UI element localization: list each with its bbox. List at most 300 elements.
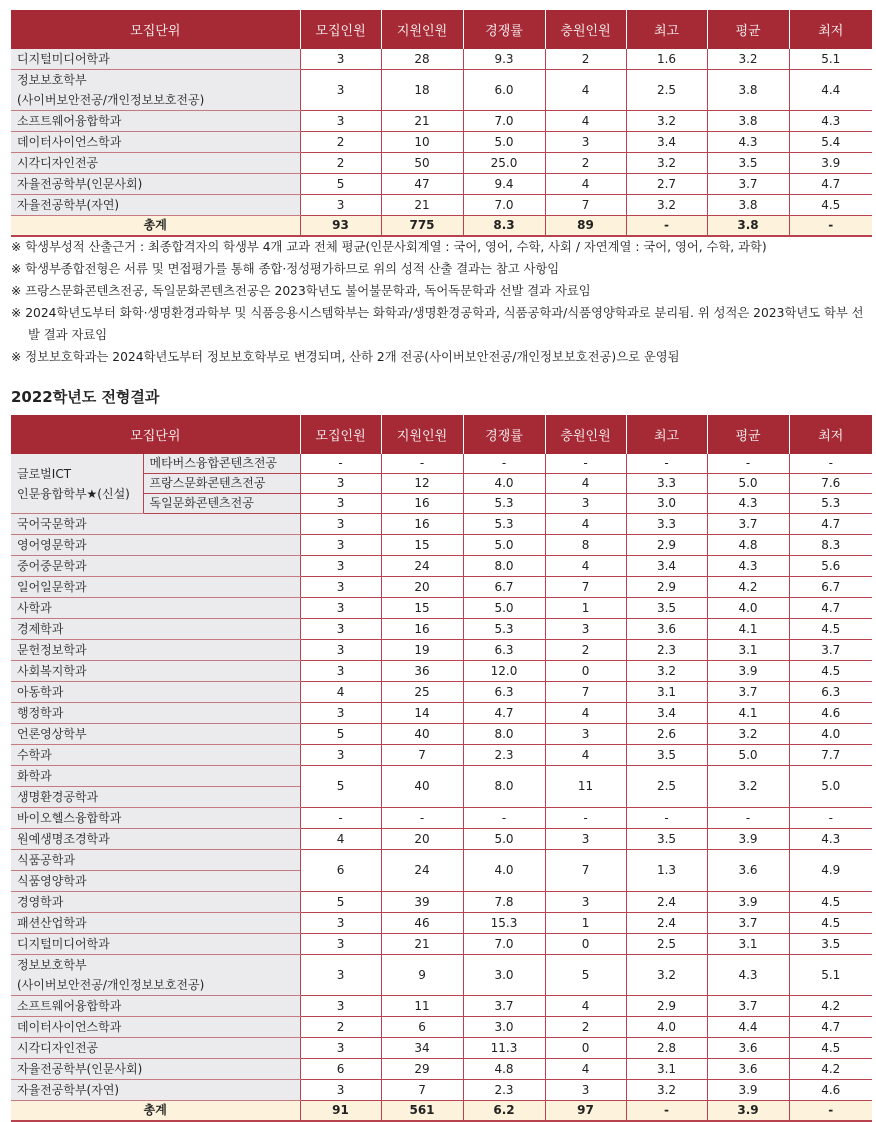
unit-name: (사이버보안전공/개인정보보호전공)	[17, 978, 205, 992]
value-cell: 3	[300, 619, 381, 640]
value-cell: 3	[545, 1080, 626, 1101]
value-cell: 3.8	[707, 111, 789, 132]
unit-name-cell	[11, 514, 300, 535]
value-cell: 4	[545, 703, 626, 724]
unit-name-cell	[11, 195, 300, 216]
value-cell: 7	[545, 195, 626, 216]
unit-name: 패션산업학과	[17, 916, 87, 930]
value-cell: 5.0	[707, 745, 789, 766]
value-cell: 4.5	[789, 195, 872, 216]
value-cell: 4.7	[463, 703, 545, 724]
value-cell: 4.3	[707, 132, 789, 153]
value-cell: 4.7	[789, 174, 872, 195]
value-cell: 91	[300, 1101, 381, 1122]
value-cell: 3.3	[626, 514, 707, 535]
value-cell: 3.5	[707, 153, 789, 174]
table-row	[11, 1080, 872, 1101]
value-cell: 5.0	[463, 829, 545, 850]
value-cell: 3	[300, 474, 381, 494]
value-cell: 3.2	[626, 111, 707, 132]
value-cell: 3	[300, 934, 381, 955]
value-cell: -	[789, 454, 872, 474]
value-cell: 4	[545, 474, 626, 494]
value-cell: 6.7	[463, 577, 545, 598]
value-cell: 5.4	[789, 132, 872, 153]
value-cell: 5.3	[789, 494, 872, 514]
value-cell: 3.7	[707, 913, 789, 934]
value-cell: 3.8	[707, 195, 789, 216]
unit-name: 일어일문학과	[17, 580, 87, 594]
value-cell: 9.4	[463, 174, 545, 195]
table-row	[11, 766, 872, 808]
unit-name-cell	[11, 724, 300, 745]
value-cell: 28	[381, 49, 463, 70]
value-cell: 20	[381, 829, 463, 850]
table-row	[11, 829, 872, 850]
value-cell: 8.0	[463, 724, 545, 745]
value-cell: 7.6	[789, 474, 872, 494]
value-cell: 2.5	[626, 70, 707, 111]
value-cell: 3	[545, 494, 626, 514]
unit-name: 문헌정보학과	[17, 643, 87, 657]
value-cell: -	[463, 454, 545, 474]
value-cell: 2.4	[626, 913, 707, 934]
value-cell: 3.8	[707, 70, 789, 111]
value-cell: 4.6	[789, 703, 872, 724]
value-cell: 3.7	[707, 996, 789, 1017]
value-cell: 3	[300, 577, 381, 598]
notes	[11, 236, 873, 368]
value-cell: 3.7	[789, 640, 872, 661]
unit-name-cell	[11, 153, 300, 174]
unit-name: 사회복지학과	[17, 664, 87, 678]
value-cell: 4.9	[789, 850, 872, 892]
unit-name: 시각디자인전공	[17, 1041, 99, 1055]
value-cell: 3	[300, 111, 381, 132]
value-cell: 19	[381, 640, 463, 661]
value-cell: 3.5	[789, 934, 872, 955]
value-cell: 2.7	[626, 174, 707, 195]
value-cell: 4.3	[707, 556, 789, 577]
value-cell: 3.6	[707, 850, 789, 892]
column-header: 경쟁률	[463, 10, 545, 49]
value-cell: 9.3	[463, 49, 545, 70]
value-cell: 6.3	[463, 640, 545, 661]
unit-name: 아동학과	[17, 685, 64, 699]
column-header: 충원인원	[545, 415, 626, 454]
value-cell: 3	[300, 745, 381, 766]
value-cell: 15.3	[463, 913, 545, 934]
value-cell: 4.3	[707, 955, 789, 996]
unit-name: 소프트웨어융합학과	[17, 999, 122, 1013]
value-cell: 3	[300, 556, 381, 577]
value-cell: 25.0	[463, 153, 545, 174]
column-header: 최저	[789, 415, 872, 454]
value-cell: 4.5	[789, 661, 872, 682]
value-cell: 29	[381, 1059, 463, 1080]
header-row	[11, 10, 872, 49]
value-cell: 3.7	[707, 682, 789, 703]
value-cell: 3	[300, 70, 381, 111]
value-cell: 4.0	[463, 850, 545, 892]
value-cell: 3.7	[463, 996, 545, 1017]
table-row	[11, 892, 872, 913]
table-row	[11, 996, 872, 1017]
value-cell: 2.5	[626, 766, 707, 808]
unit-name: 디지털미디어학과	[17, 937, 110, 951]
value-cell: 4.5	[789, 1038, 872, 1059]
value-cell: 4.1	[707, 703, 789, 724]
unit-name-cell	[11, 70, 300, 111]
value-cell: -	[789, 216, 872, 237]
value-cell: 20	[381, 577, 463, 598]
value-cell: 4	[300, 682, 381, 703]
table-row	[11, 598, 872, 619]
value-cell: 4.3	[707, 494, 789, 514]
note: ※ 2024학년도부터 화학·생명환경과학부 및 식품응용시스템학부는 화학과/생명환경공학과, 식품공학과/식품영양학과로 분리됨. 위 성적은 2023학년도 학부 선발 결과 자료임	[11, 306, 864, 342]
table-row	[11, 70, 872, 111]
value-cell: 3.7	[707, 174, 789, 195]
value-cell: 4	[545, 556, 626, 577]
note: ※ 학생부종합전형은 서류 및 면접평가를 통해 종합·정성평가하므로 위의 성적 산출 결과는 참고 사항임	[11, 262, 560, 276]
total-label: 총계	[11, 1101, 300, 1122]
table-row	[11, 174, 872, 195]
note: ※ 학생부성적 산출근거 : 최종합격자의 학생부 4개 교과 전체 평균(인문사회계열 : 국어, 영어, 수학, 사회 / 자연계열 : 국어, 영어, 수학, 과학)	[11, 240, 767, 254]
value-cell: 18	[381, 70, 463, 111]
unit-name-cell	[11, 1038, 300, 1059]
value-cell: 2.4	[626, 892, 707, 913]
value-cell: 3	[300, 535, 381, 556]
value-cell: 4.3	[789, 829, 872, 850]
value-cell: 3.9	[707, 1101, 789, 1122]
table-row	[11, 514, 872, 535]
value-cell: 2	[300, 132, 381, 153]
unit-name: 자율전공학부(자연)	[17, 198, 120, 212]
unit-name-cell	[11, 934, 300, 955]
group-name: 인문융합학부★(신설)	[17, 486, 130, 501]
major-name: 프랑스문화콘텐츠전공	[143, 474, 300, 494]
unit-name: 데이터사이언스학과	[17, 135, 122, 149]
value-cell: 6.7	[789, 577, 872, 598]
unit-name: 소프트웨어융합학과	[17, 114, 122, 128]
table-row	[11, 195, 872, 216]
value-cell: 4.5	[789, 892, 872, 913]
value-cell: 2.6	[626, 724, 707, 745]
results-table-2022	[11, 415, 872, 1122]
value-cell: 47	[381, 174, 463, 195]
table-row	[11, 1038, 872, 1059]
value-cell: -	[463, 808, 545, 829]
value-cell: -	[789, 1101, 872, 1122]
unit-name: 자율전공학부(인문사회)	[17, 1062, 143, 1076]
value-cell: 4.6	[789, 1080, 872, 1101]
value-cell: 3.2	[626, 661, 707, 682]
unit-name-cell	[11, 703, 300, 724]
value-cell: 2.3	[463, 745, 545, 766]
value-cell: 3.4	[626, 132, 707, 153]
unit-name-cell	[11, 1080, 300, 1101]
value-cell: 3.9	[707, 1080, 789, 1101]
value-cell: 21	[381, 195, 463, 216]
value-cell: 3	[300, 661, 381, 682]
unit-name: 중어중문학과	[17, 559, 87, 573]
value-cell: 3.5	[626, 829, 707, 850]
value-cell: 3	[545, 724, 626, 745]
unit-name: 화학과	[17, 769, 52, 783]
value-cell: 15	[381, 535, 463, 556]
value-cell: 3	[300, 1038, 381, 1059]
unit-name-cell	[11, 619, 300, 640]
value-cell: 15	[381, 598, 463, 619]
value-cell: 3.9	[707, 829, 789, 850]
value-cell: 46	[381, 913, 463, 934]
value-cell: 3	[545, 619, 626, 640]
value-cell: 3.3	[626, 474, 707, 494]
value-cell: -	[626, 216, 707, 237]
value-cell: -	[545, 454, 626, 474]
value-cell: 97	[545, 1101, 626, 1122]
unit-name: 수학과	[17, 748, 52, 762]
value-cell: 4.7	[789, 598, 872, 619]
unit-name-cell	[11, 955, 300, 996]
value-cell: 4	[545, 745, 626, 766]
table-row	[11, 577, 872, 598]
value-cell: 4.1	[707, 619, 789, 640]
value-cell: 39	[381, 892, 463, 913]
value-cell: -	[545, 808, 626, 829]
value-cell: 9	[381, 955, 463, 996]
column-header: 충원인원	[545, 10, 626, 49]
unit-name-cell	[11, 49, 300, 70]
unit-name: 경제학과	[17, 622, 64, 636]
value-cell: 4.7	[789, 1017, 872, 1038]
unit-name-cell	[11, 556, 300, 577]
value-cell: 6	[300, 1059, 381, 1080]
column-header: 최고	[626, 10, 707, 49]
value-cell: 5	[300, 892, 381, 913]
value-cell: 4	[545, 111, 626, 132]
value-cell: 6	[381, 1017, 463, 1038]
value-cell: 4.0	[707, 598, 789, 619]
value-cell: 1	[545, 598, 626, 619]
value-cell: 40	[381, 724, 463, 745]
unit-name-cell	[11, 598, 300, 619]
value-cell: 16	[381, 514, 463, 535]
value-cell: 3.2	[626, 955, 707, 996]
table-row	[11, 913, 872, 934]
unit-name: 원예생명조경학과	[17, 832, 110, 846]
table-row	[11, 745, 872, 766]
value-cell: -	[381, 454, 463, 474]
value-cell: -	[626, 808, 707, 829]
table-row	[11, 955, 872, 996]
value-cell: 7.7	[789, 745, 872, 766]
group-name: 글로벌ICT	[17, 466, 72, 481]
value-cell: 36	[381, 661, 463, 682]
value-cell: 2.5	[626, 934, 707, 955]
value-cell: 11.3	[463, 1038, 545, 1059]
value-cell: 0	[545, 661, 626, 682]
value-cell: 40	[381, 766, 463, 808]
value-cell: 6.3	[463, 682, 545, 703]
value-cell: 4.2	[707, 577, 789, 598]
value-cell: 3.2	[707, 49, 789, 70]
value-cell: 3.4	[626, 556, 707, 577]
value-cell: 3	[300, 514, 381, 535]
total-row	[11, 216, 872, 237]
value-cell: 4	[300, 829, 381, 850]
unit-name: 영어영문학과	[17, 538, 87, 552]
unit-name: 자율전공학부(인문사회)	[17, 177, 143, 191]
value-cell: 3.6	[707, 1038, 789, 1059]
value-cell: 5.0	[789, 766, 872, 808]
value-cell: 7.0	[463, 195, 545, 216]
unit-name: 식품공학과	[17, 853, 75, 867]
unit-name-cell	[11, 577, 300, 598]
value-cell: 4	[545, 1059, 626, 1080]
value-cell: 3	[300, 195, 381, 216]
table-row	[11, 111, 872, 132]
value-cell: 3	[300, 494, 381, 514]
value-cell: 2.8	[626, 1038, 707, 1059]
value-cell: 3.0	[463, 955, 545, 996]
value-cell: 24	[381, 556, 463, 577]
value-cell: 7	[545, 850, 626, 892]
value-cell: 8	[545, 535, 626, 556]
value-cell: 16	[381, 494, 463, 514]
value-cell: 561	[381, 1101, 463, 1122]
value-cell: 7.8	[463, 892, 545, 913]
group-name-cell	[11, 454, 143, 514]
value-cell: 2	[300, 153, 381, 174]
value-cell: 7.0	[463, 111, 545, 132]
column-header: 경쟁률	[463, 415, 545, 454]
value-cell: 3.0	[626, 494, 707, 514]
value-cell: 3.5	[626, 598, 707, 619]
value-cell: -	[381, 808, 463, 829]
value-cell: 6	[300, 850, 381, 892]
value-cell: 6.2	[463, 1101, 545, 1122]
total-row	[11, 1101, 872, 1122]
value-cell: 0	[545, 934, 626, 955]
unit-name-cell	[11, 745, 300, 766]
value-cell: 4	[545, 514, 626, 535]
value-cell: 4.5	[789, 913, 872, 934]
value-cell: 3	[300, 996, 381, 1017]
unit-name: 생명환경공학과	[11, 786, 300, 807]
value-cell: 5.3	[463, 619, 545, 640]
value-cell: 2	[545, 1017, 626, 1038]
total-label: 총계	[11, 216, 300, 237]
value-cell: 2	[545, 49, 626, 70]
value-cell: 14	[381, 703, 463, 724]
unit-name-cell	[11, 892, 300, 913]
unit-name: 행정학과	[17, 706, 64, 720]
value-cell: 7	[545, 577, 626, 598]
value-cell: 8.3	[789, 535, 872, 556]
value-cell: 50	[381, 153, 463, 174]
value-cell: 6.3	[789, 682, 872, 703]
results-table-2023	[11, 10, 872, 237]
value-cell: 3	[300, 955, 381, 996]
value-cell: 3	[300, 49, 381, 70]
value-cell: 5.3	[463, 514, 545, 535]
value-cell: 2.9	[626, 996, 707, 1017]
value-cell: 3.7	[707, 514, 789, 535]
value-cell: 7.0	[463, 934, 545, 955]
column-header: 평균	[707, 415, 789, 454]
unit-name-cell	[11, 661, 300, 682]
unit-name-cell	[11, 913, 300, 934]
unit-name-cell	[11, 766, 300, 808]
value-cell: 93	[300, 216, 381, 237]
table-row	[11, 454, 872, 474]
unit-name: 언론영상학부	[17, 727, 87, 741]
value-cell: 3	[300, 598, 381, 619]
value-cell: 3.1	[626, 682, 707, 703]
table-row	[11, 703, 872, 724]
value-cell: 5.1	[789, 955, 872, 996]
unit-name: 사학과	[17, 601, 52, 615]
unit-name-cell	[11, 1059, 300, 1080]
table-row	[11, 640, 872, 661]
value-cell: 24	[381, 850, 463, 892]
unit-name: 국어국문학과	[17, 517, 87, 531]
value-cell: -	[300, 808, 381, 829]
column-header: 모집인원	[300, 10, 381, 49]
value-cell: -	[300, 454, 381, 474]
unit-name: 디지털미디어학과	[17, 52, 110, 66]
value-cell: 1.3	[626, 850, 707, 892]
value-cell: 3	[545, 132, 626, 153]
header-row	[11, 415, 872, 454]
value-cell: 8.0	[463, 556, 545, 577]
unit-name-cell	[11, 132, 300, 153]
unit-name: 바이오헬스융합학과	[17, 811, 122, 825]
column-header: 모집단위	[11, 415, 300, 454]
section-title: 2022학년도 전형결과	[11, 388, 160, 406]
value-cell: 3.4	[626, 703, 707, 724]
value-cell: 34	[381, 1038, 463, 1059]
value-cell: 16	[381, 619, 463, 640]
table-row	[11, 808, 872, 829]
unit-name-cell	[11, 174, 300, 195]
value-cell: 11	[545, 766, 626, 808]
value-cell: 5.6	[789, 556, 872, 577]
value-cell: 3.1	[626, 1059, 707, 1080]
column-header: 지원인원	[381, 415, 463, 454]
value-cell: 8.0	[463, 766, 545, 808]
value-cell: 3	[545, 892, 626, 913]
major-name: 독일문화콘텐츠전공	[143, 494, 300, 514]
value-cell: 25	[381, 682, 463, 703]
value-cell: 4.2	[789, 996, 872, 1017]
value-cell: 5	[545, 955, 626, 996]
unit-name: 데이터사이언스학과	[17, 1020, 122, 1034]
value-cell: 4.0	[626, 1017, 707, 1038]
unit-name: (사이버보안전공/개인정보보호전공)	[17, 93, 205, 107]
value-cell: 3	[300, 913, 381, 934]
value-cell: 7	[381, 745, 463, 766]
value-cell: 2.3	[463, 1080, 545, 1101]
value-cell: 5.0	[463, 132, 545, 153]
value-cell: 4	[545, 996, 626, 1017]
unit-name-cell	[11, 829, 300, 850]
value-cell: 3	[300, 703, 381, 724]
value-cell: 3.1	[707, 640, 789, 661]
value-cell: 3	[300, 640, 381, 661]
table-row	[11, 682, 872, 703]
